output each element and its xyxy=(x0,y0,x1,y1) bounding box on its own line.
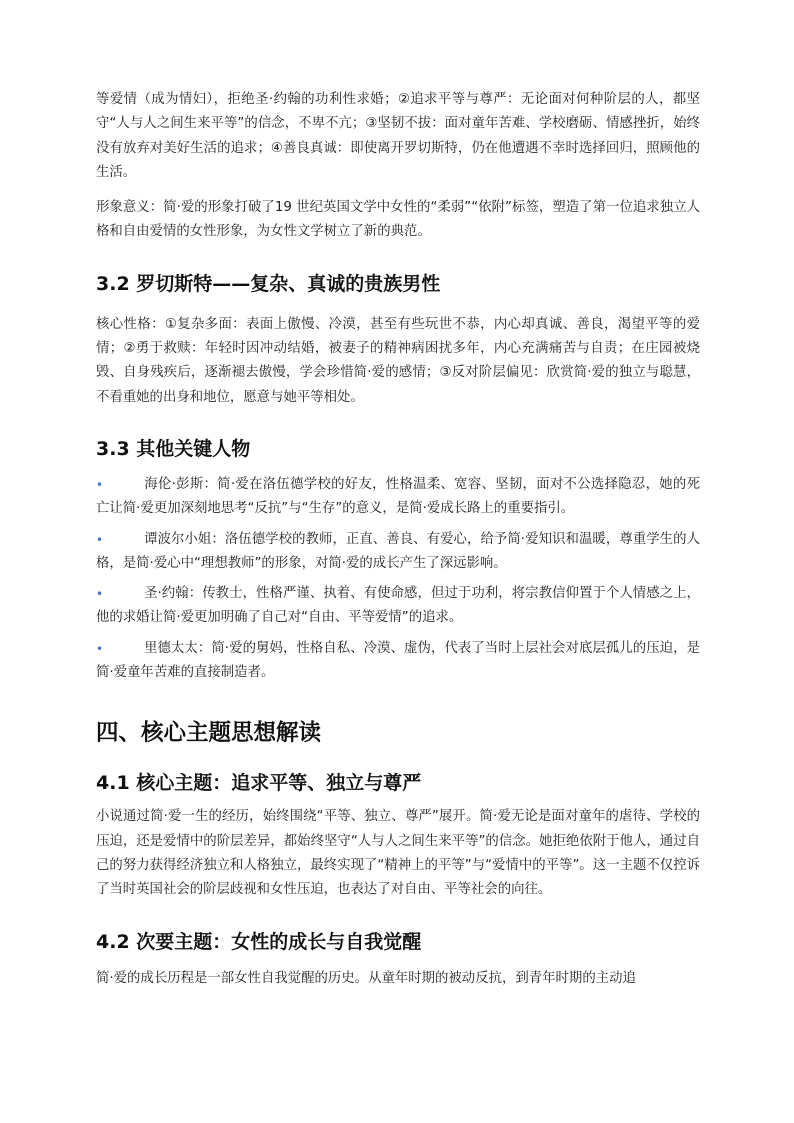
paragraph-secondary-theme: 简·爱的成长历程是一部女性自我觉醒的历史。从童年时期的被动反抗，到青年时期的主动追 xyxy=(96,970,636,986)
heading-section-4: 四、核心主题思想解读 xyxy=(96,720,322,747)
heading-4-1: 4.1 核心主题：追求平等、独立与尊严 xyxy=(96,772,422,795)
list-item xyxy=(96,637,700,686)
list-item-text: 谭波尔小姐：洛伍德学校的教师，正直、善良、有爱心，给予简·爱知识和温暖，尊重学生的人格，是简·爱心中“理想教师”的形象，对简·爱的成长产生了深远影响。 xyxy=(96,531,700,571)
heading-3-2: 3.2 罗切斯特——复杂、真诚的贵族男性 xyxy=(96,272,441,295)
paragraph-jane-traits: 等爱情（成为情妇），拒绝圣·约翰的功利性求婚；②追求平等与尊严：无论面对何种阶层的人，都坚守“人与人之间生来平等”的信念，不卑不亢；③坚韧不拔：面对童年苦难、学校磨砺、情感挫折，始终没有放弃对美好生活的追求；④善良真诚：即使离开罗切斯特，仍在他遭遇不幸时选择回归，照顾他的生活。 xyxy=(96,92,700,180)
heading-3-3: 3.3 其他关键人物 xyxy=(96,437,251,460)
list-item xyxy=(96,473,700,522)
list-item-text: 圣·约翰：传教士，性格严谨、执着、有使命感，但过于功利，将宗教信仰置于个人情感之上，他的求婚让简·爱更加明确了自己对“自由、平等爱情”的追求。 xyxy=(96,586,700,626)
bullet-icon: • xyxy=(96,587,104,602)
list-item xyxy=(96,582,700,631)
bullet-icon: • xyxy=(96,641,104,656)
heading-4-2: 4.2 次要主题：女性的成长与自我觉醒 xyxy=(96,930,422,953)
paragraph-rochester: 核心性格：①复杂多面：表面上傲慢、冷漠，甚至有些玩世不恭，内心却真诚、善良，渴望平等的爱情；②勇于救赎：年轻时因冲动结婚，被妻子的精神病困扰多年，内心充满痛苦与自责；在庄园被烧毁、自身残疾后，逐渐褪去傲慢，学会珍惜简·爱的感情；③反对阶层偏见：欣赏简·爱的独立与聪慧，不看重她的出身和地位，愿意与她平等相处。 xyxy=(96,316,700,405)
bullet-icon: • xyxy=(96,477,104,492)
document-page xyxy=(96,88,700,991)
list-item-text: 里德太太：简·爱的舅妈，性格自私、冷漠、虚伪，代表了当时上层社会对底层孤儿的压迫，是简·爱童年苦难的直接制造者。 xyxy=(96,640,700,681)
list-item xyxy=(96,528,700,577)
bullet-icon: • xyxy=(96,532,104,547)
paragraph-jane-image: 形象意义：简·爱的形象打破了19 世纪英国文学中女性的“柔弱”“依附”标签，塑造了第一位追求独立人格和自由爱情的女性形象，为女性文学树立了新的典范。 xyxy=(96,200,700,240)
list-item-text: 海伦·彭斯：简·爱在洛伍德学校的好友，性格温柔、宽容、坚韧，面对不公选择隐忍，她的死亡让简·爱更加深刻地思考“反抗”与“生存”的意义，是简·爱成长路上的重要指引。 xyxy=(96,476,700,517)
paragraph-core-theme: 小说通过简·爱一生的经历，始终围绕“平等、独立、尊严”展开。简·爱无论是面对童年的虐待、学校的压迫，还是爱情中的阶层差异，都始终坚守“人与人之间生来平等”的信念。她拒绝依附于他人，通过自己的努力获得经济独立和人格独立，最终实现了“精神上的平等”与“爱情中的平等”。这一主题不仅控诉了当时英国社会的阶层歧视和女性压迫，也表达了对自由、平等社会的向往。 xyxy=(96,809,700,898)
